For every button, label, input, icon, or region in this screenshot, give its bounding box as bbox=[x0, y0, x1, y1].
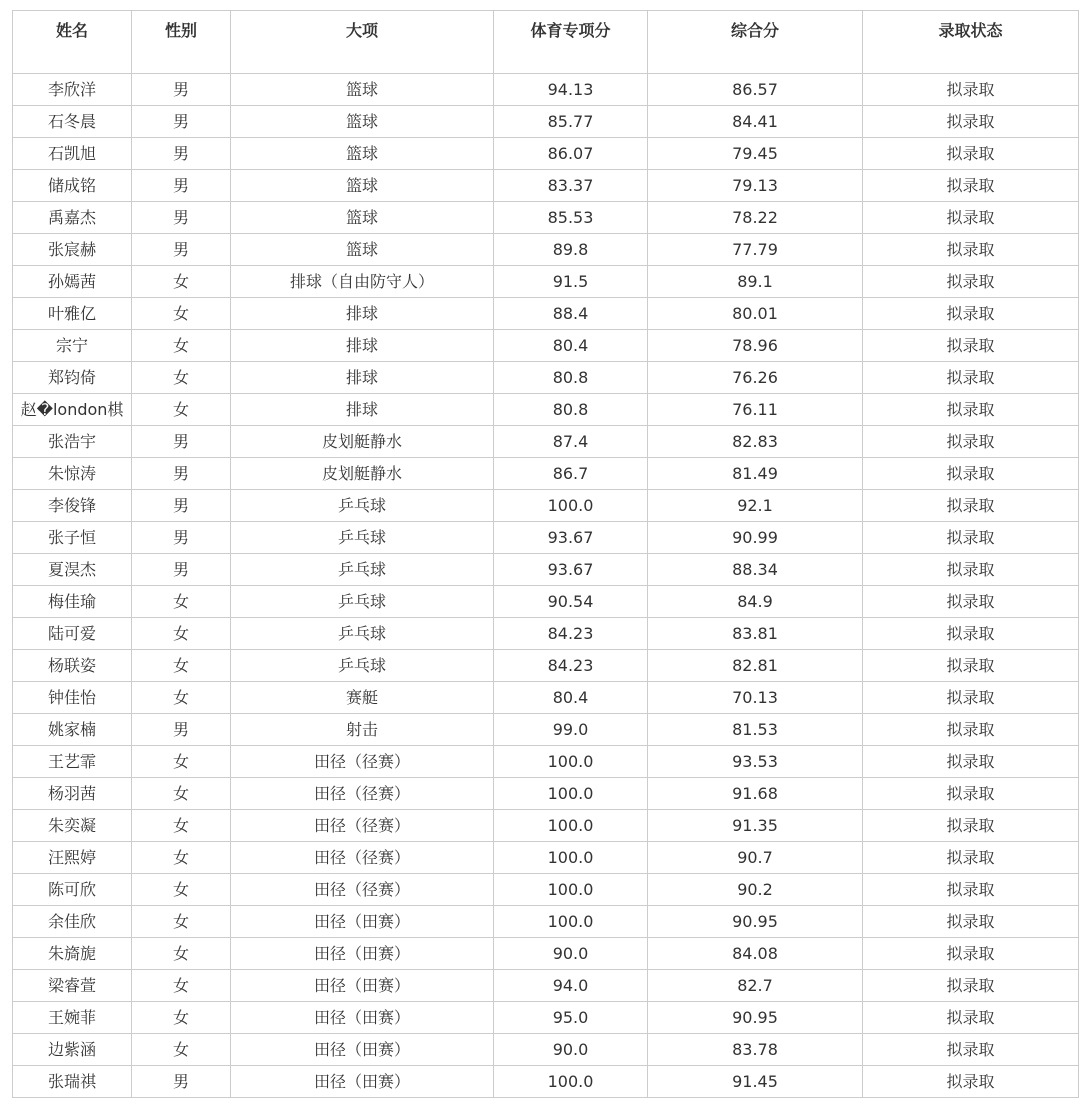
table-header bbox=[13, 11, 1079, 74]
cell-admission-status: 拟录取 bbox=[863, 1034, 1079, 1066]
cell-gender: 男 bbox=[132, 554, 231, 586]
table-row bbox=[13, 394, 1079, 426]
cell-sport: 排球 bbox=[231, 298, 494, 330]
cell-gender: 女 bbox=[132, 906, 231, 938]
cell-name: 梅佳瑜 bbox=[13, 586, 132, 618]
cell-specialty-score: 86.07 bbox=[494, 138, 648, 170]
cell-sport: 篮球 bbox=[231, 74, 494, 106]
cell-name: 汪熙婷 bbox=[13, 842, 132, 874]
cell-admission-status: 拟录取 bbox=[863, 330, 1079, 362]
cell-overall-score: 76.11 bbox=[648, 394, 863, 426]
cell-name: 余佳欣 bbox=[13, 906, 132, 938]
cell-admission-status: 拟录取 bbox=[863, 874, 1079, 906]
cell-sport: 排球 bbox=[231, 362, 494, 394]
cell-gender: 女 bbox=[132, 362, 231, 394]
cell-gender: 男 bbox=[132, 106, 231, 138]
cell-specialty-score: 100.0 bbox=[494, 1066, 648, 1098]
cell-overall-score: 82.81 bbox=[648, 650, 863, 682]
cell-gender: 女 bbox=[132, 778, 231, 810]
cell-specialty-score: 87.4 bbox=[494, 426, 648, 458]
cell-name: 夏淏杰 bbox=[13, 554, 132, 586]
cell-gender: 男 bbox=[132, 170, 231, 202]
table-row bbox=[13, 938, 1079, 970]
cell-name: 孙嫣茜 bbox=[13, 266, 132, 298]
cell-overall-score: 91.45 bbox=[648, 1066, 863, 1098]
table-row bbox=[13, 586, 1079, 618]
cell-sport: 皮划艇静水 bbox=[231, 458, 494, 490]
cell-gender: 女 bbox=[132, 970, 231, 1002]
cell-admission-status: 拟录取 bbox=[863, 1066, 1079, 1098]
table-row bbox=[13, 778, 1079, 810]
cell-gender: 女 bbox=[132, 1002, 231, 1034]
cell-name: 石冬晨 bbox=[13, 106, 132, 138]
cell-gender: 男 bbox=[132, 138, 231, 170]
cell-sport: 射击 bbox=[231, 714, 494, 746]
cell-sport: 田径（田赛） bbox=[231, 1066, 494, 1098]
cell-name: 钟佳怡 bbox=[13, 682, 132, 714]
cell-name: 边紫涵 bbox=[13, 1034, 132, 1066]
cell-name: 李俊锋 bbox=[13, 490, 132, 522]
cell-specialty-score: 80.4 bbox=[494, 682, 648, 714]
cell-admission-status: 拟录取 bbox=[863, 746, 1079, 778]
cell-specialty-score: 99.0 bbox=[494, 714, 648, 746]
cell-gender: 男 bbox=[132, 458, 231, 490]
cell-specialty-score: 85.53 bbox=[494, 202, 648, 234]
cell-overall-score: 82.7 bbox=[648, 970, 863, 1002]
cell-specialty-score: 83.37 bbox=[494, 170, 648, 202]
cell-admission-status: 拟录取 bbox=[863, 906, 1079, 938]
cell-overall-score: 86.57 bbox=[648, 74, 863, 106]
cell-gender: 男 bbox=[132, 714, 231, 746]
cell-name: 郑钧倚 bbox=[13, 362, 132, 394]
cell-admission-status: 拟录取 bbox=[863, 458, 1079, 490]
cell-sport: 乒乓球 bbox=[231, 618, 494, 650]
cell-specialty-score: 90.0 bbox=[494, 938, 648, 970]
cell-gender: 女 bbox=[132, 746, 231, 778]
cell-gender: 女 bbox=[132, 682, 231, 714]
cell-overall-score: 90.95 bbox=[648, 1002, 863, 1034]
cell-gender: 女 bbox=[132, 330, 231, 362]
cell-overall-score: 83.78 bbox=[648, 1034, 863, 1066]
cell-specialty-score: 93.67 bbox=[494, 522, 648, 554]
cell-gender: 女 bbox=[132, 810, 231, 842]
table-row bbox=[13, 138, 1079, 170]
table-row bbox=[13, 490, 1079, 522]
cell-sport: 田径（田赛） bbox=[231, 1002, 494, 1034]
cell-admission-status: 拟录取 bbox=[863, 714, 1079, 746]
table-row bbox=[13, 682, 1079, 714]
cell-specialty-score: 80.4 bbox=[494, 330, 648, 362]
cell-gender: 女 bbox=[132, 650, 231, 682]
cell-gender: 女 bbox=[132, 1034, 231, 1066]
cell-sport: 篮球 bbox=[231, 202, 494, 234]
cell-admission-status: 拟录取 bbox=[863, 106, 1079, 138]
table-row bbox=[13, 266, 1079, 298]
cell-specialty-score: 89.8 bbox=[494, 234, 648, 266]
header-overall-score: 综合分 bbox=[648, 11, 863, 74]
cell-overall-score: 79.45 bbox=[648, 138, 863, 170]
cell-admission-status: 拟录取 bbox=[863, 618, 1079, 650]
table-row bbox=[13, 746, 1079, 778]
cell-overall-score: 84.41 bbox=[648, 106, 863, 138]
cell-gender: 女 bbox=[132, 266, 231, 298]
cell-admission-status: 拟录取 bbox=[863, 266, 1079, 298]
cell-name: 梁睿萱 bbox=[13, 970, 132, 1002]
cell-name: 王艺霏 bbox=[13, 746, 132, 778]
cell-name: 陈可欣 bbox=[13, 874, 132, 906]
table-row bbox=[13, 810, 1079, 842]
cell-admission-status: 拟录取 bbox=[863, 682, 1079, 714]
cell-admission-status: 拟录取 bbox=[863, 202, 1079, 234]
cell-overall-score: 90.95 bbox=[648, 906, 863, 938]
admission-table bbox=[12, 10, 1079, 1098]
cell-name: 姚家楠 bbox=[13, 714, 132, 746]
cell-gender: 女 bbox=[132, 874, 231, 906]
header-admission-status: 录取状态 bbox=[863, 11, 1079, 74]
cell-name: 储成铭 bbox=[13, 170, 132, 202]
cell-sport: 乒乓球 bbox=[231, 554, 494, 586]
table-row bbox=[13, 426, 1079, 458]
cell-name: 杨联姿 bbox=[13, 650, 132, 682]
cell-specialty-score: 84.23 bbox=[494, 618, 648, 650]
table-row bbox=[13, 330, 1079, 362]
cell-overall-score: 80.01 bbox=[648, 298, 863, 330]
cell-specialty-score: 90.54 bbox=[494, 586, 648, 618]
cell-sport: 乒乓球 bbox=[231, 586, 494, 618]
cell-name: 赵�london棋 bbox=[13, 394, 132, 426]
cell-admission-status: 拟录取 bbox=[863, 522, 1079, 554]
cell-name: 朱惊涛 bbox=[13, 458, 132, 490]
cell-name: 张浩宇 bbox=[13, 426, 132, 458]
header-gender: 性别 bbox=[132, 11, 231, 74]
cell-sport: 乒乓球 bbox=[231, 522, 494, 554]
cell-sport: 田径（田赛） bbox=[231, 906, 494, 938]
cell-overall-score: 82.83 bbox=[648, 426, 863, 458]
cell-overall-score: 91.68 bbox=[648, 778, 863, 810]
cell-specialty-score: 84.23 bbox=[494, 650, 648, 682]
table-body bbox=[13, 74, 1079, 1098]
cell-admission-status: 拟录取 bbox=[863, 234, 1079, 266]
table-row bbox=[13, 970, 1079, 1002]
cell-specialty-score: 100.0 bbox=[494, 746, 648, 778]
table-row bbox=[13, 1066, 1079, 1098]
cell-overall-score: 78.22 bbox=[648, 202, 863, 234]
cell-gender: 男 bbox=[132, 1066, 231, 1098]
table-row bbox=[13, 650, 1079, 682]
cell-name: 张瑞祺 bbox=[13, 1066, 132, 1098]
cell-admission-status: 拟录取 bbox=[863, 362, 1079, 394]
cell-name: 王婉菲 bbox=[13, 1002, 132, 1034]
cell-overall-score: 89.1 bbox=[648, 266, 863, 298]
cell-overall-score: 81.53 bbox=[648, 714, 863, 746]
cell-sport: 田径（田赛） bbox=[231, 970, 494, 1002]
cell-specialty-score: 80.8 bbox=[494, 362, 648, 394]
cell-specialty-score: 100.0 bbox=[494, 778, 648, 810]
cell-overall-score: 83.81 bbox=[648, 618, 863, 650]
cell-specialty-score: 93.67 bbox=[494, 554, 648, 586]
cell-name: 朱奕凝 bbox=[13, 810, 132, 842]
header-sport: 大项 bbox=[231, 11, 494, 74]
cell-gender: 男 bbox=[132, 234, 231, 266]
table-row bbox=[13, 74, 1079, 106]
cell-overall-score: 90.7 bbox=[648, 842, 863, 874]
cell-overall-score: 90.99 bbox=[648, 522, 863, 554]
cell-gender: 女 bbox=[132, 938, 231, 970]
cell-gender: 女 bbox=[132, 842, 231, 874]
header-row bbox=[13, 11, 1079, 74]
cell-sport: 篮球 bbox=[231, 138, 494, 170]
cell-specialty-score: 91.5 bbox=[494, 266, 648, 298]
cell-admission-status: 拟录取 bbox=[863, 170, 1079, 202]
cell-gender: 女 bbox=[132, 394, 231, 426]
cell-overall-score: 92.1 bbox=[648, 490, 863, 522]
cell-admission-status: 拟录取 bbox=[863, 650, 1079, 682]
cell-name: 陆可爱 bbox=[13, 618, 132, 650]
cell-sport: 赛艇 bbox=[231, 682, 494, 714]
table-row bbox=[13, 874, 1079, 906]
table-row bbox=[13, 1034, 1079, 1066]
table-row bbox=[13, 202, 1079, 234]
cell-overall-score: 81.49 bbox=[648, 458, 863, 490]
table-row bbox=[13, 618, 1079, 650]
cell-sport: 皮划艇静水 bbox=[231, 426, 494, 458]
cell-overall-score: 84.9 bbox=[648, 586, 863, 618]
cell-name: 朱旖旎 bbox=[13, 938, 132, 970]
cell-gender: 男 bbox=[132, 426, 231, 458]
cell-sport: 篮球 bbox=[231, 170, 494, 202]
table-row bbox=[13, 362, 1079, 394]
header-specialty-score: 体育专项分 bbox=[494, 11, 648, 74]
cell-admission-status: 拟录取 bbox=[863, 298, 1079, 330]
cell-admission-status: 拟录取 bbox=[863, 778, 1079, 810]
cell-sport: 田径（径赛） bbox=[231, 874, 494, 906]
cell-sport: 田径（田赛） bbox=[231, 1034, 494, 1066]
cell-overall-score: 76.26 bbox=[648, 362, 863, 394]
cell-overall-score: 78.96 bbox=[648, 330, 863, 362]
cell-name: 杨羽茜 bbox=[13, 778, 132, 810]
cell-name: 李欣洋 bbox=[13, 74, 132, 106]
cell-overall-score: 88.34 bbox=[648, 554, 863, 586]
cell-overall-score: 91.35 bbox=[648, 810, 863, 842]
cell-specialty-score: 100.0 bbox=[494, 906, 648, 938]
cell-gender: 女 bbox=[132, 586, 231, 618]
cell-admission-status: 拟录取 bbox=[863, 842, 1079, 874]
cell-admission-status: 拟录取 bbox=[863, 938, 1079, 970]
cell-overall-score: 70.13 bbox=[648, 682, 863, 714]
cell-specialty-score: 100.0 bbox=[494, 874, 648, 906]
table-row bbox=[13, 234, 1079, 266]
cell-admission-status: 拟录取 bbox=[863, 426, 1079, 458]
cell-sport: 排球 bbox=[231, 394, 494, 426]
cell-sport: 乒乓球 bbox=[231, 650, 494, 682]
table-row bbox=[13, 554, 1079, 586]
table-row bbox=[13, 298, 1079, 330]
cell-name: 张宸赫 bbox=[13, 234, 132, 266]
cell-admission-status: 拟录取 bbox=[863, 970, 1079, 1002]
cell-sport: 排球 bbox=[231, 330, 494, 362]
table-row bbox=[13, 458, 1079, 490]
table-row bbox=[13, 714, 1079, 746]
cell-admission-status: 拟录取 bbox=[863, 74, 1079, 106]
table-row bbox=[13, 842, 1079, 874]
header-name: 姓名 bbox=[13, 11, 132, 74]
cell-specialty-score: 88.4 bbox=[494, 298, 648, 330]
cell-gender: 男 bbox=[132, 522, 231, 554]
cell-specialty-score: 95.0 bbox=[494, 1002, 648, 1034]
cell-admission-status: 拟录取 bbox=[863, 1002, 1079, 1034]
cell-sport: 田径（径赛） bbox=[231, 778, 494, 810]
cell-gender: 男 bbox=[132, 490, 231, 522]
cell-sport: 篮球 bbox=[231, 234, 494, 266]
table-row bbox=[13, 1002, 1079, 1034]
cell-overall-score: 79.13 bbox=[648, 170, 863, 202]
cell-specialty-score: 80.8 bbox=[494, 394, 648, 426]
table-row bbox=[13, 906, 1079, 938]
cell-overall-score: 90.2 bbox=[648, 874, 863, 906]
cell-specialty-score: 100.0 bbox=[494, 842, 648, 874]
cell-admission-status: 拟录取 bbox=[863, 810, 1079, 842]
cell-gender: 男 bbox=[132, 74, 231, 106]
cell-sport: 田径（径赛） bbox=[231, 842, 494, 874]
table-row bbox=[13, 522, 1079, 554]
cell-overall-score: 93.53 bbox=[648, 746, 863, 778]
cell-name: 张子恒 bbox=[13, 522, 132, 554]
cell-admission-status: 拟录取 bbox=[863, 554, 1079, 586]
cell-name: 宗宁 bbox=[13, 330, 132, 362]
cell-name: 石凯旭 bbox=[13, 138, 132, 170]
cell-specialty-score: 85.77 bbox=[494, 106, 648, 138]
cell-overall-score: 77.79 bbox=[648, 234, 863, 266]
cell-specialty-score: 100.0 bbox=[494, 810, 648, 842]
cell-specialty-score: 90.0 bbox=[494, 1034, 648, 1066]
cell-overall-score: 84.08 bbox=[648, 938, 863, 970]
cell-admission-status: 拟录取 bbox=[863, 490, 1079, 522]
cell-gender: 男 bbox=[132, 202, 231, 234]
cell-sport: 篮球 bbox=[231, 106, 494, 138]
cell-gender: 女 bbox=[132, 298, 231, 330]
cell-sport: 田径（径赛） bbox=[231, 810, 494, 842]
cell-sport: 乒乓球 bbox=[231, 490, 494, 522]
table-row bbox=[13, 170, 1079, 202]
cell-admission-status: 拟录取 bbox=[863, 586, 1079, 618]
cell-name: 禹嘉杰 bbox=[13, 202, 132, 234]
cell-name: 叶雅亿 bbox=[13, 298, 132, 330]
cell-specialty-score: 86.7 bbox=[494, 458, 648, 490]
cell-gender: 女 bbox=[132, 618, 231, 650]
cell-sport: 田径（田赛） bbox=[231, 938, 494, 970]
table-row bbox=[13, 106, 1079, 138]
cell-specialty-score: 94.13 bbox=[494, 74, 648, 106]
cell-specialty-score: 94.0 bbox=[494, 970, 648, 1002]
cell-specialty-score: 100.0 bbox=[494, 490, 648, 522]
cell-sport: 排球（自由防守人） bbox=[231, 266, 494, 298]
cell-admission-status: 拟录取 bbox=[863, 394, 1079, 426]
cell-admission-status: 拟录取 bbox=[863, 138, 1079, 170]
cell-sport: 田径（径赛） bbox=[231, 746, 494, 778]
